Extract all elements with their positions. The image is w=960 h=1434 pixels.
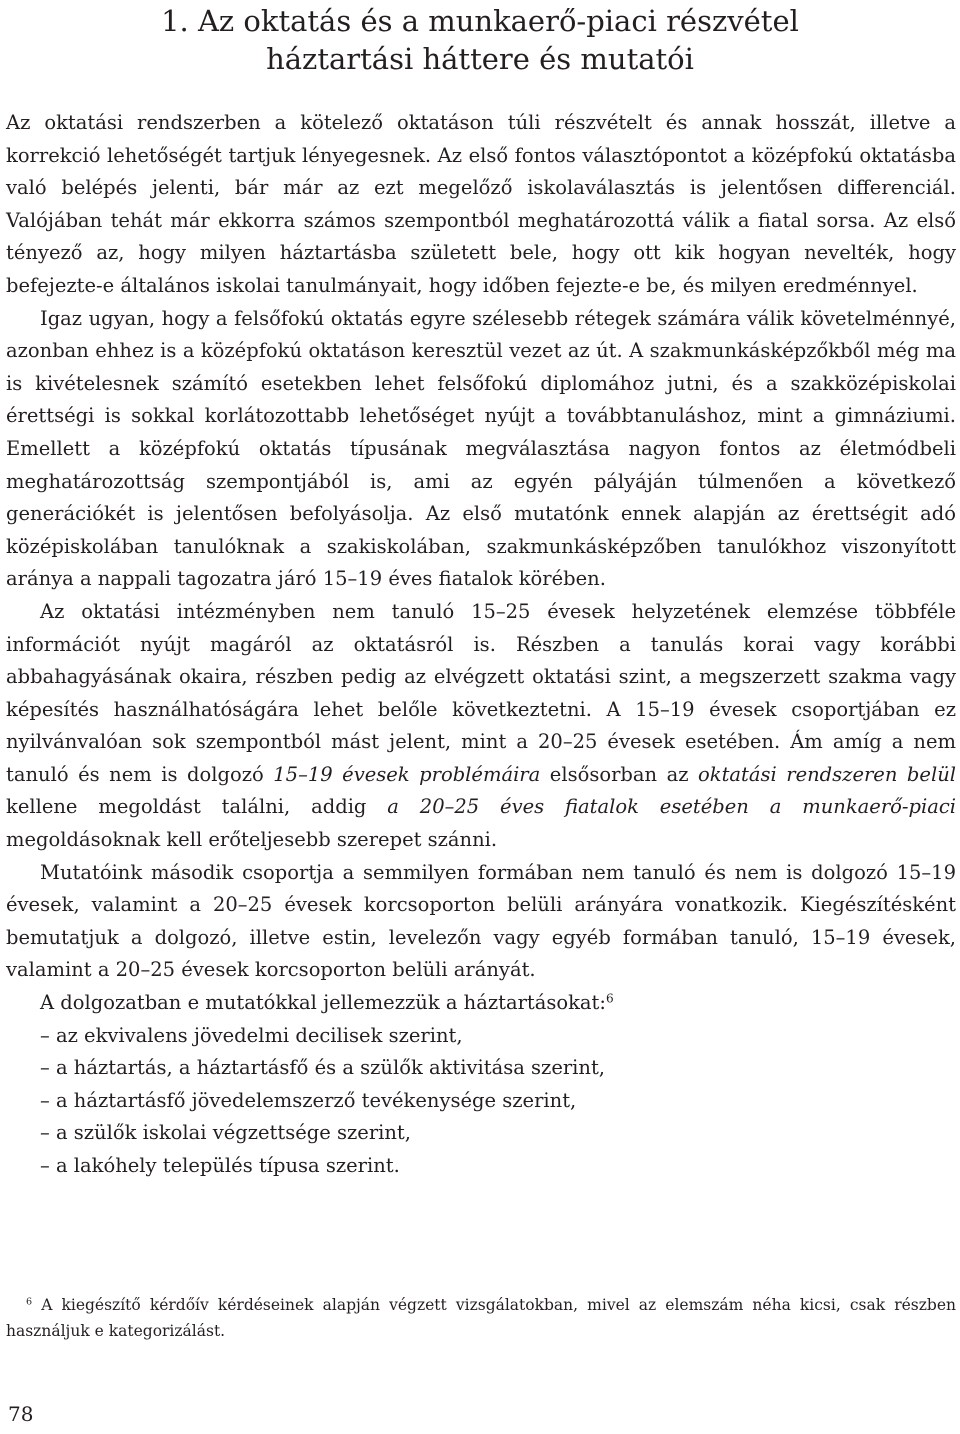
- list-item: – a lakóhely település típusa szerint.: [40, 1154, 400, 1177]
- paragraph-3-text-c: kellene megoldást találni, addig: [6, 795, 388, 819]
- list-item: – az ekvivalens jövedelmi decilisek szerint,: [40, 1023, 463, 1047]
- page-number: 78: [8, 1402, 34, 1426]
- body-text: [6, 107, 956, 1183]
- footnote-paragraph: [6, 1292, 956, 1344]
- footnote-reference: 6: [605, 991, 614, 1006]
- paragraph-3-text-a: Az oktatási intézményben nem tanuló 15–25 évesek helyzetének elemzése többféle információt nyújt magáról az oktatásról is. Részben a tanulás korai vagy korábbi abbahagyásának okaira, részben pedig az elvégzett oktatási szint, a megszerzett szakma vagy képesítés használhatóságára lehet belőle következtetni. A 15–19 évesek csoportjában ez nyilvánvalóan sok szempontból mást jelent, mint a 20–25 évesek esetében. Ám amíg a nem tanuló és nem is dolgozó: [6, 599, 956, 786]
- chapter-title-line-1: 1. Az oktatás és a munkaerő-piaci részvétel: [161, 4, 799, 38]
- list-item: – a szülők iskolai végzettsége szerint,: [40, 1121, 411, 1145]
- paragraph-3-emphasis-2: oktatási rendszeren belül: [698, 762, 956, 786]
- chapter-title-line-2: háztartási háttere és mutatói: [266, 42, 694, 76]
- chapter-title: [0, 2, 960, 78]
- paragraph-4: Mutatóink második csoportja a semmilyen formában nem tanuló és nem is dolgozó 15–19 évesek, valamint a 20–25 évesek korcsoporton belüli arányára vonatkozik. Kiegészítésként bemutatjuk a dolgozó, illetve estin, levelezőn vagy egyéb formában tanuló, 15–19 évesek, valamint a 20–25 évesek korcsoporton belüli arányát.: [6, 860, 956, 982]
- paragraph-1: Az oktatási rendszerben a kötelező oktatáson túli részvételt és annak hosszát, illetve a korrekció lehetőségét tartjuk lényegesnek. Az első fontos választópontot a középfokú oktatásba való belépés jelenti, bár már az ezt megelőző iskolaválasztás is jelentősen differenciál. Valójában tehát már ekkorra számos szempontból meghatározottá válik a fiatal sorsa. Az első tényező az, hogy milyen háztartásba született bele, hogy ott kik hogyan nevelték, hogy befejezte-e általános iskolai tanulmányait, hogy időben fejezte-e be, és milyen eredménnyel.: [6, 111, 956, 297]
- household-criteria-list: [6, 1020, 956, 1183]
- paragraph-3-emphasis-1: 15–19 évesek problémáira: [273, 762, 541, 786]
- paragraph-2: Igaz ugyan, hogy a felsőfokú oktatás egyre szélesebb rétegek számára válik követelménnyé, azonban ehhez is a középfokú oktatáson keresztül vezet az út. A szakmunkásképzőkből még ma is kivételesnek számító esetekben lehet felsőfokú diplomához jutni, és a szakközépiskolai érettségi is sokkal korlátozottabb lehetőséget nyújt a továbbtanuláshoz, mint a gimnáziumi. Emellett a középfokú oktatás típusának megválasztása nagyon fontos az életmódbeli meghatározottság szempontjából is, ami az egyén pályáján túlmenően a következő generációkét is jelentősen befolyásolja. Az első mutatónk ennek alapján az érettségit adó középiskolában tanulóknak a szakiskolában, szakmunkásképzőben tanulókhoz viszonyított aránya a nappali tagozatra járó 15–19 éves fiatalok körében.: [6, 306, 956, 591]
- paragraph-3-text-d: megoldásoknak kell erőteljesebb szerepet szánni.: [6, 828, 498, 852]
- paragraph-3-emphasis-3: a 20–25 éves fiatalok esetében a munkaerő-piaci: [387, 795, 956, 819]
- paragraph-5-text: A dolgozatban e mutatókkal jellemezzük a háztartásokat:: [40, 991, 606, 1015]
- footnote: [6, 1292, 956, 1344]
- paragraph-3-text-b: elsősorban az: [540, 762, 699, 786]
- paragraph-5: [6, 987, 956, 1020]
- footnote-text: A kiegészítő kérdőív kérdéseinek alapján végzett vizsgálatokban, mivel az elemszám néha kicsi, csak részben használjuk e kategorizálást.: [6, 1296, 956, 1340]
- footnote-marker: 6: [26, 1296, 33, 1308]
- list-item: – a háztartásfő jövedelemszerző tevékenysége szerint,: [40, 1088, 577, 1112]
- list-item: – a háztartás, a háztartásfő és a szülők aktivitása szerint,: [40, 1056, 606, 1080]
- paragraph-3: [6, 596, 956, 857]
